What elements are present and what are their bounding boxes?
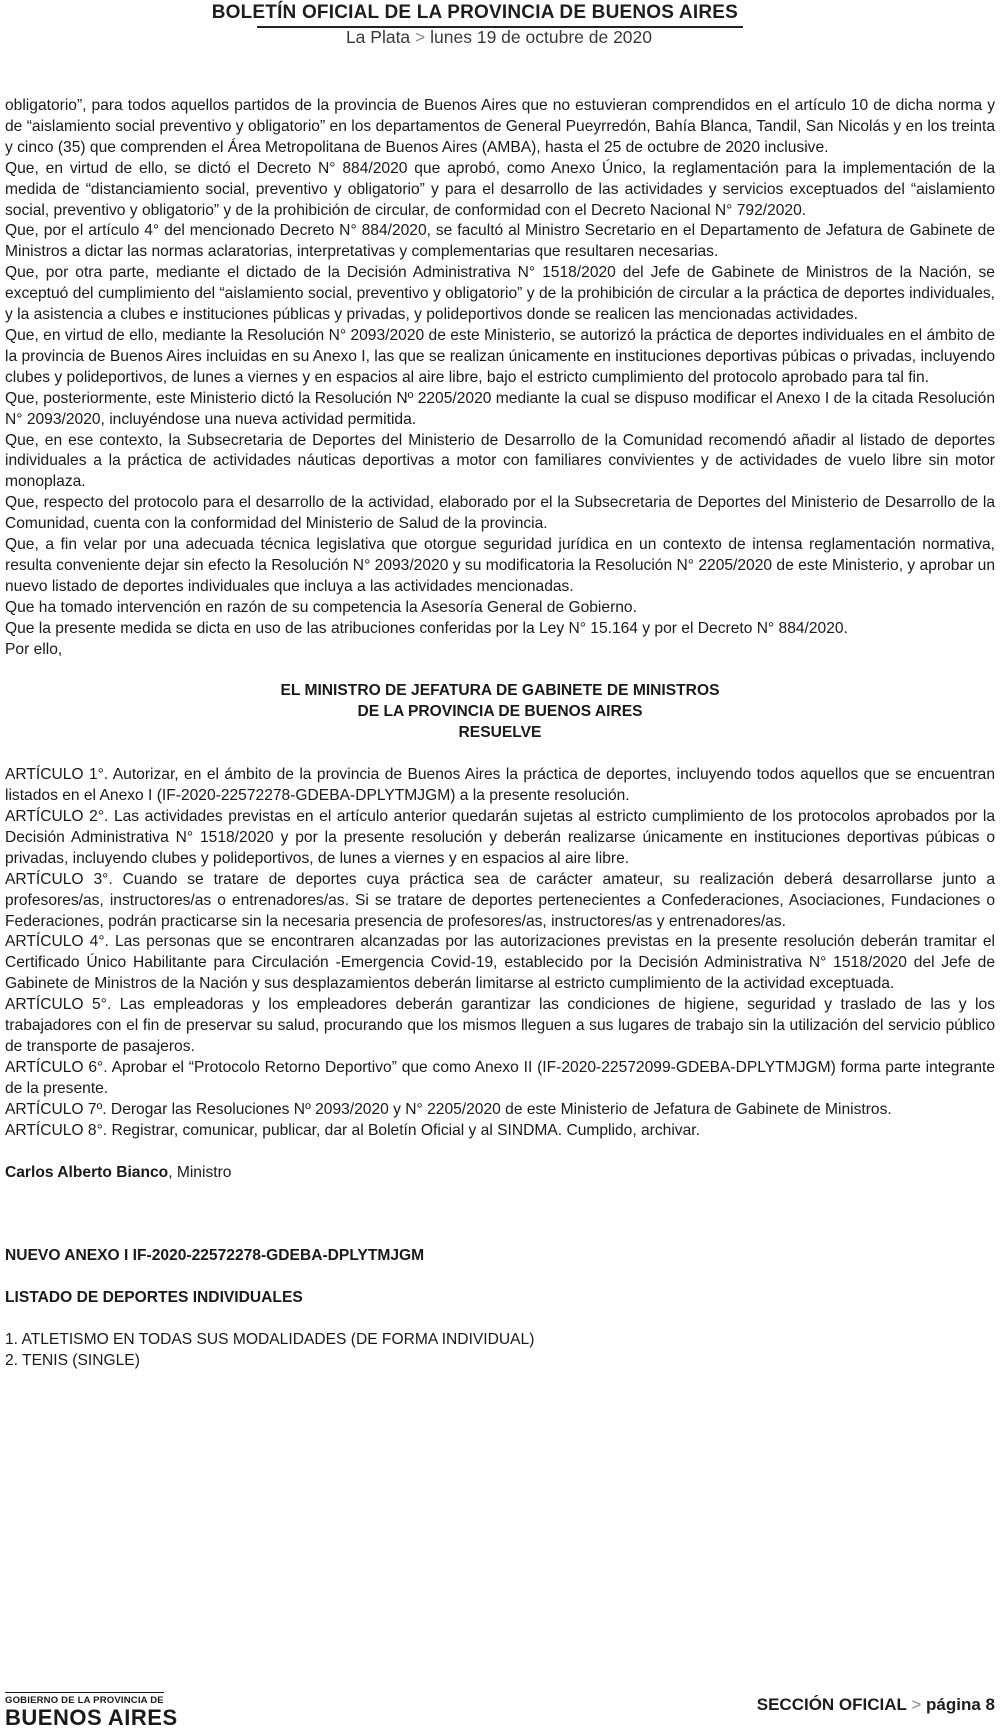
chevron-separator-icon: >: [911, 1695, 922, 1714]
considerando-paragraph: Que, por otra parte, mediante el dictado de la Decisión Administrativa N° 1518/2020 del Jefe de Gabinete de Ministros de la Nación, se exceptuó del cumplimiento del “aislamiento social, preventivo y obligatorio” y de la prohibición de circular a la práctica de deportes individuales, y la asistencia a clubes e instituciones públicas y privadas, y polideportivos donde se realicen las mencionadas actividades.: [5, 264, 995, 324]
section-name: SECCIÓN OFICIAL: [756, 1695, 907, 1714]
chevron-separator-icon: >: [415, 27, 426, 47]
bulletin-city: La Plata: [345, 27, 411, 47]
resolution-heading-line2: DE LA PROVINCIA DE BUENOS AIRES: [357, 703, 643, 721]
signatory-name: Carlos Alberto Bianco: [5, 1163, 169, 1181]
article-8: ARTÍCULO 8°. Registrar, comunicar, publicar, dar al Boletín Oficial y al SINDMA. Cumplido, archivar.: [5, 1121, 700, 1139]
bulletin-title: BOLETÍN OFICIAL DE LA PROVINCIA DE BUENOS AIRES: [211, 2, 738, 23]
article-4: ARTÍCULO 4°. Las personas que se encontraren alcanzadas por las autorizaciones previstas en la presente resolución deberán tramitar el Certificado Único Habilitante para Circulación -Emergencia Covid-19, establecido por la Decisión Administrativa N° 1518/2020 del Jefe de Gabinete de Ministros de la Nación y sus desplazamientos deberán limitarse al estricto cumplimiento de la actividad exceptuada.: [5, 933, 995, 993]
article-5: ARTÍCULO 5°. Las empleadoras y los empleadores deberán garantizar las condiciones de higiene, seguridad y traslado de las y los trabajadores con el fin de preservar su salud, procurando que los mismos lleguen a sus lugares de trabajo sin la utilización del servicio público de transporte de pasajeros.: [5, 996, 995, 1055]
spacer: [5, 660, 995, 681]
considerando-paragraph: Que, en virtud de ello, se dictó el Decreto N° 884/2020 que aprobó, como Anexo Único, la reglamentación para la implementación de la medida de “distanciamiento social, preventivo y obligatorio” y para el desarrollo de las actividades y servicios exceptuados del “aislamiento social, preventivo y obligatorio” y de la prohibición de circular, de conformidad con el Decreto Nacional N° 792/2020.: [5, 159, 995, 219]
logo-small-text: GOBIERNO DE LA PROVINCIA DE: [5, 1692, 164, 1706]
considerando-paragraph: Que la presente medida se dicta en uso de las atribuciones conferidas por la Ley N° 15.164 y por el Decreto N° 884/2020.: [5, 619, 848, 637]
spacer: [5, 1183, 995, 1204]
annex-subtitle: LISTADO DE DEPORTES INDIVIDUALES: [5, 1289, 303, 1307]
article-6: ARTÍCULO 6°. Aprobar el “Protocolo Retorno Deportivo” que como Anexo II (IF-2020-22572099-GDEBA-DPLYTMJGM) forma parte integrante de la presente.: [5, 1058, 995, 1097]
spacer: [5, 1267, 995, 1288]
article-7: ARTÍCULO 7º. Derogar las Resoluciones Nº 2093/2020 y N° 2205/2020 de este Ministerio de Jefatura de Gabinete de Ministros.: [5, 1100, 892, 1118]
article-3: ARTÍCULO 3°. Cuando se tratare de deportes cuya práctica sea de carácter amateur, su realización deberá desarrollarse junto a profesores/as, instructores/as o entrenadores/as. Si se tratare de deportes pertenecientes a Confederaciones, Asociaciones, Fundaciones o Federaciones, podrán practicarse sin la necesaria presencia de profesores/as, instructores/as y entrenadores/as.: [5, 870, 995, 930]
spacer: [5, 1309, 995, 1330]
resolution-heading-line1: EL MINISTRO DE JEFATURA DE GABINETE DE MINISTROS: [280, 682, 720, 700]
logo-big-text: BUENOS AIRES: [5, 1705, 178, 1730]
considerando-paragraph: Que, en ese contexto, la Subsecretaria de Deportes del Ministerio de Desarrollo de la Comunidad recomendó añadir al listado de deportes individuales a la práctica de actividades náuticas deportivas a motor con familiares convivientes y de actividades de vuelo libre sin motor monoplaza.: [5, 431, 995, 491]
article-1: ARTÍCULO 1°. Autorizar, en el ámbito de la provincia de Buenos Aires la práctica de deportes, incluyendo todos aquellos que se encuentran listados en el Anexo I (IF-2020-22572278-GDEBA-DPLYTMJGM) a la presente resolución.: [5, 766, 995, 805]
page-header: [0, 0, 1000, 60]
spacer: [5, 1225, 995, 1246]
bulletin-date-line: [346, 27, 652, 48]
annex-title: NUEVO ANEXO I IF-2020-22572278-GDEBA-DPLYTMJGM: [5, 1247, 425, 1265]
province-logo: [5, 1690, 195, 1730]
considerando-paragraph: Que, posteriormente, este Ministerio dictó la Resolución Nº 2205/2020 mediante la cual se dispuso modificar el Anexo I de la citada Resolución N° 2093/2020, incluyéndose una nueva actividad permitida.: [5, 389, 995, 428]
signatory-role: , Ministro: [168, 1163, 232, 1181]
por-ello-line: Por ello,: [5, 640, 63, 658]
spacer: [5, 744, 995, 765]
page-number: página 8: [926, 1695, 995, 1714]
resolution-heading-resuelve: RESUELVE: [458, 724, 542, 742]
considerando-paragraph: Que, por el artículo 4° del mencionado Decreto N° 884/2020, se facultó al Ministro Secretario en el Departamento de Jefatura de Gabinete de Ministros a dictar las normas aclaratorias, interpretativas y complementarias que resultaren necesarias.: [5, 222, 995, 261]
spacer: [5, 1204, 995, 1225]
spacer: [5, 1142, 995, 1163]
considerando-paragraph: Que, respecto del protocolo para el desarrollo de la actividad, elaborado por el la Subsecretaria de Deportes del Ministerio de Desarrollo de la Comunidad, cuenta con la conformidad del Ministerio de Salud de la provincia.: [5, 494, 995, 533]
document-body: [5, 96, 995, 1372]
bulletin-date: lunes 19 de octubre de 2020: [430, 27, 652, 47]
annex-list-item: 1. ATLETISMO EN TODAS SUS MODALIDADES (DE FORMA INDIVIDUAL): [5, 1331, 535, 1349]
considerando-paragraph: obligatorio”, para todos aquellos partidos de la provincia de Buenos Aires que no estuvieran comprendidos en el artículo 10 de dicha norma y de “aislamiento social preventivo y obligatorio” en los departamentos de General Pueyrredón, Bahía Blanca, Tandil, San Nicolás y en los treinta y cinco (35) que comprenden el Área Metropolitana de Buenos Aires (AMBA), hasta el 25 de octubre de 2020 inclusive.: [5, 97, 995, 156]
signature-line: [5, 1163, 995, 1184]
footer-section-page: [757, 1695, 995, 1715]
considerando-paragraph: Que ha tomado intervención en razón de su competencia la Asesoría General de Gobierno.: [5, 598, 637, 616]
annex-list-item: 2. TENIS (SINGLE): [5, 1352, 140, 1370]
considerando-paragraph: Que, en virtud de ello, mediante la Resolución N° 2093/2020 de este Ministerio, se autorizó la práctica de deportes individuales en el ámbito de la provincia de Buenos Aires incluidas en su Anexo I, las que se realizan únicamente en instituciones deportivas púbicas o privadas, incluyendo clubes y polideportivos, de lunes a viernes y en espacios al aire libre, bajo el estricto cumplimiento del protocolo aprobado para tal fin.: [5, 326, 995, 386]
article-2: ARTÍCULO 2°. Las actividades previstas en el artículo anterior quedarán sujetas al estricto cumplimiento de los protocolos aprobados por la Decisión Administrativa N° 1518/2020 y por la presente resolución y deberán realizarse únicamente en instituciones deportivas púbicas o privadas, incluyendo clubes y polideportivos, de lunes a viernes y en espacios al aire libre.: [5, 808, 995, 867]
considerando-paragraph: Que, a fin velar por una adecuada técnica legislativa que otorgue seguridad jurídica en un contexto de intensa reglamentación normativa, resulta conveniente dejar sin efecto la Resolución N° 2093/2020 y su modificatoria la Resolución N° 2205/2020 de este Ministerio, y aprobar un nuevo listado de deportes individuales que incluya a las actividades mencionadas.: [5, 536, 995, 595]
